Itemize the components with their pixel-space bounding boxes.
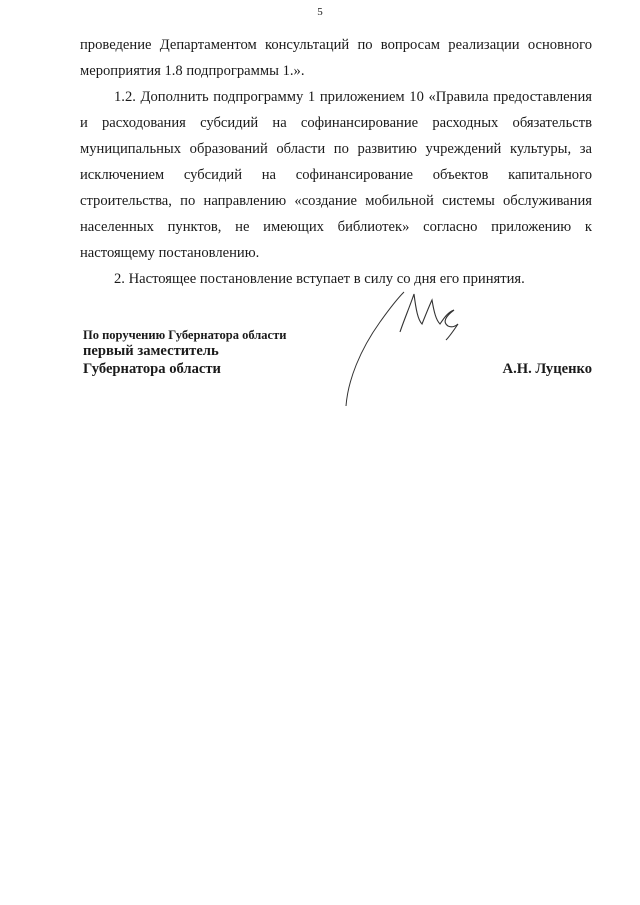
paragraph-effective-date: 2. Настоящее постановление вступает в силу со дня его принятия. <box>114 271 525 287</box>
page-number: 5 <box>317 6 323 18</box>
document-body <box>80 32 592 292</box>
signatory-position-line: первый заместитель <box>83 343 219 359</box>
paragraph-continuation: проведение Департаментом консультаций по вопросам реализации основного мероприятия 1.8 подпрограммы 1.». <box>80 37 592 79</box>
signer-name: А.Н. Луценко <box>502 361 592 377</box>
signatory-position-line-2: Губернатора области <box>83 361 221 377</box>
signatory-authority-line: По поручению Губернатора области <box>83 328 287 342</box>
signatory-title-block <box>83 328 286 378</box>
handwritten-signature <box>338 280 468 410</box>
paragraph-amendment-1-2: 1.2. Дополнить подпрограмму 1 приложением 10 «Правила предоставления и расходования субсидий на софинансирование расходных обязательств муниципальных образований области по развитию учреждений культуры, за исключением субсидий на софинансирование объектов капитального строительства, по направлению «создание мобильной системы обслуживания населенных пунктов, не имеющих библиотек» согласно приложению к настоящему постановлению. <box>80 89 592 261</box>
